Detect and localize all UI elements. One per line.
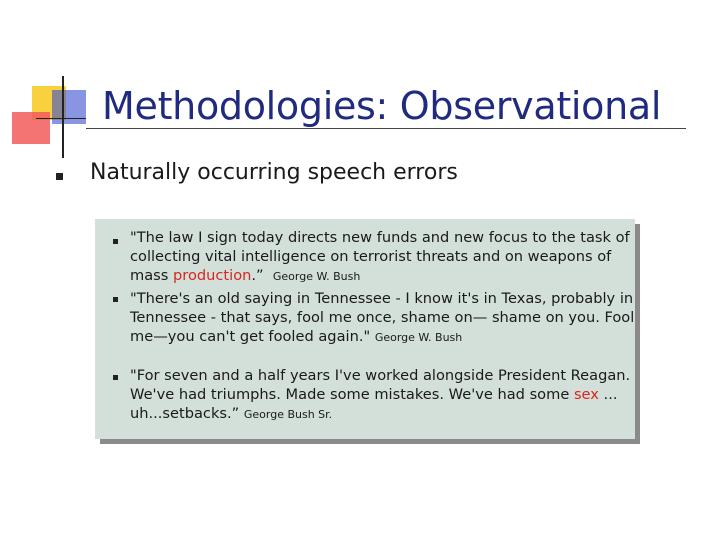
quote-highlight: sex (573, 386, 599, 403)
slide-title: Methodologies: Observational (102, 84, 662, 128)
quote-text: "There's an old saying in Tennessee - I know it's in Texas, probably in Tennessee - that says, fool me once, shame on— shame on you. Fool me—you can't get fooled again." (130, 290, 635, 345)
logo-horizontal-line (36, 118, 86, 119)
sub-bullet-icon (113, 239, 118, 244)
main-bullet-text: Naturally occurring speech errors (90, 160, 458, 185)
quote-highlight: production (173, 267, 252, 284)
quote-text: "For seven and a half years I've worked alongside President Reagan. We've had triumphs. Made some mistakes. We've had some (130, 367, 631, 403)
quote-attribution: George W. Bush (272, 270, 361, 283)
quote-text-end: ... uh...setbacks.” (130, 386, 618, 422)
sub-bullet-icon (113, 297, 118, 302)
quote-1 (130, 228, 635, 286)
bullet-icon (56, 173, 63, 180)
logo-red-square (12, 112, 50, 144)
title-underline (86, 128, 686, 129)
logo-vertical-line (62, 76, 64, 158)
quote-3 (130, 366, 635, 424)
quote-2 (130, 289, 635, 347)
quote-attribution: George Bush Sr. (243, 408, 333, 421)
quote-attribution: George W. Bush (374, 331, 463, 344)
quote-text-end: .” (251, 267, 264, 284)
sub-bullet-icon (113, 375, 118, 380)
quote-text: "The law I sign today directs new funds and new focus to the task of collecting vital intelligence on terrorist threats and on weapons of mass (130, 229, 630, 284)
